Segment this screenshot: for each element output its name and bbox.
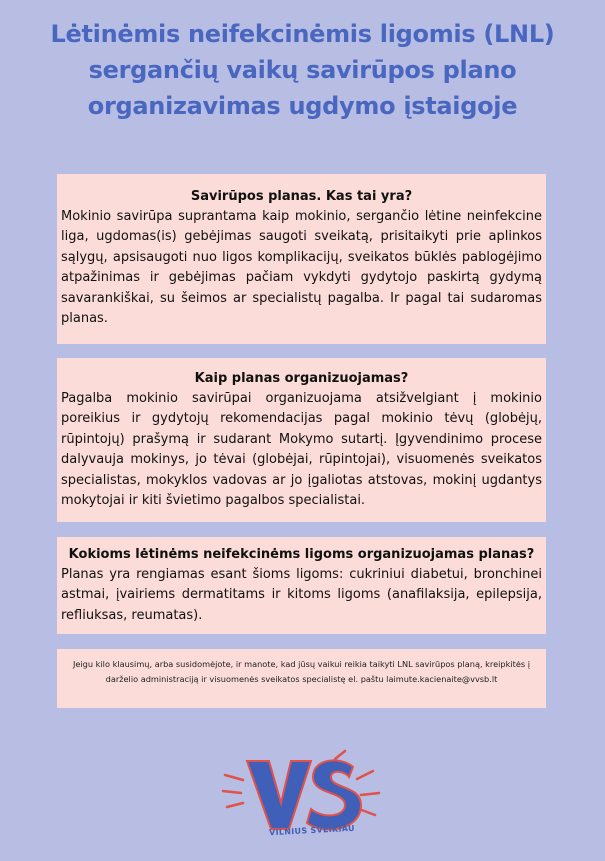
- section-heading: Savirūpos planas. Kas tai yra?: [190, 189, 413, 204]
- section-heading: Kaip planas organizuojamas?: [194, 371, 409, 386]
- section-text: Planas yra rengiamas esant šioms ligoms: cukriniui diabetui, bronchinei astmai, įvairiems dermatitams ir kitoms ligoms (anafilaksija, epilepsija, refliuksas, reumatas).: [61, 567, 542, 623]
- section-text: Pagalba mokinio savirūpai organizuojama atsižvelgiant į mokinio poreikius ir gydytojų rekomendacijas pagal mokinio tėvų (globėjų, rūpintojų) prašymą ir sudarant Mokymo sutartį. Įgyvendinimo procese dalyvauja mokinys, jo tėvai (globėjai, rūpintojai), visuomenės sveikatos specialistas, mokyklos vadovas ar jo įgaliotas atstovas, mokinį ugdantys mokytojai ir kiti švietimo pagalbos specialistai.: [61, 391, 542, 509]
- logo-caption: VILNIUS SVEIKIAU: [268, 823, 356, 838]
- contact-note: Jeigu kilo klausimų, arba susidomėjote, ir manote, kad jūsų vaikui reikia taikyti LNL savirūpos planą, kreipkitės į darželio administraciją ir visuomenės sveikatos specialistę el. paštu laimute.kacienaite@vvsb.lt: [57, 649, 546, 708]
- page-title: Lėtinėmis neifekcinėmis ligomis (LNL) sergančių vaikų savirūpos plano organizavimas ugdymo įstaigoje: [50, 20, 555, 120]
- section-text: Mokinio savirūpa suprantama kaip mokinio, sergančio lėtine neinfekcine liga, ugdomas(is) gebėjimas saugoti sveikatą, prisitaikyti prie aplinkos sąlygų, apsisaugoti nuo ligos komplikacijų, sveikatos būklės pablogėjimo atpažinimas ir gebėjimas pačiam vykdyti gydytojo paskirtą gydymą savarankiškai, su šeimos ar specialistų pagalba. Ir pagal tai sudaromas planas.: [61, 209, 542, 327]
- section-heading: Kokioms lėtinėms neifekcinėms ligoms organizuojamas planas?: [68, 547, 535, 562]
- section-how-organized: [57, 358, 546, 522]
- section-which-diseases: [57, 537, 546, 634]
- section-what-is-plan: [57, 174, 546, 344]
